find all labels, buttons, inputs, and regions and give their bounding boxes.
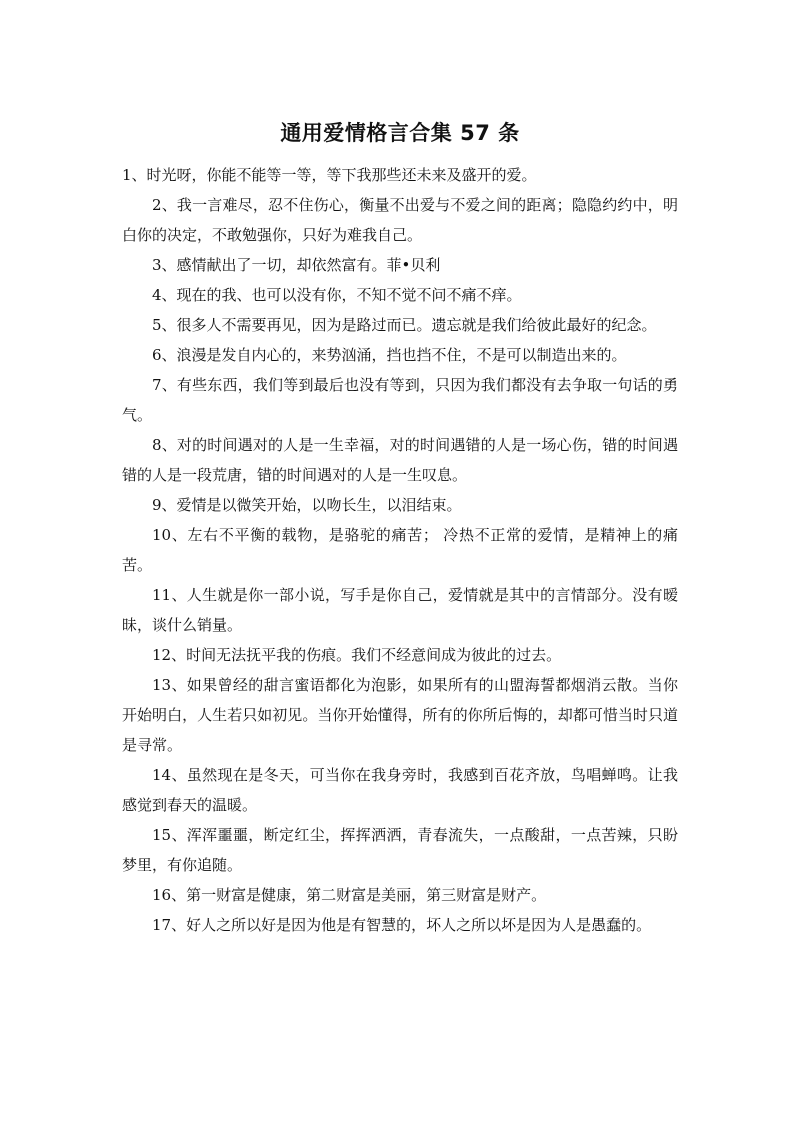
document-title: 通用爱情格言合集 57 条 xyxy=(280,121,520,145)
paragraph: 14、虽然现在是冬天，可当你在我身旁时，我感到百花齐放，鸟唱蝉鸣。让我感觉到春天的温暖。 xyxy=(122,766,678,814)
paragraph: 6、浪漫是发自内心的，来势汹涌，挡也挡不住，不是可以制造出来的。 xyxy=(152,346,627,364)
paragraph: 10、左右不平衡的载物，是骆驼的痛苦； 冷热不正常的爱情，是精神上的痛苦。 xyxy=(122,526,678,574)
paragraph: 12、时间无法抚平我的伤痕。我们不经意间成为彼此的过去。 xyxy=(152,646,562,664)
paragraph: 4、现在的我、也可以没有你，不知不觉不问不痛不痒。 xyxy=(152,286,522,304)
paragraph: 13、如果曾经的甜言蜜语都化为泡影，如果所有的山盟海誓都烟消云散。当你开始明白，人生若只如初见。当你开始懂得，所有的你所后悔的，却都可惜当时只道是寻常。 xyxy=(122,676,678,754)
document-body xyxy=(122,160,678,940)
paragraph: 7、有些东西，我们等到最后也没有等到，只因为我们都没有去争取一句话的勇气。 xyxy=(122,376,678,424)
paragraph: 17、好人之所以好是因为他是有智慧的，坏人之所以坏是因为人是愚蠢的。 xyxy=(152,916,652,934)
paragraph: 16、第一财富是健康，第二财富是美丽，第三财富是财产。 xyxy=(152,886,547,904)
paragraph: 8、对的时间遇对的人是一生幸福，对的时间遇错的人是一场心伤，错的时间遇错的人是一段荒唐，错的时间遇对的人是一生叹息。 xyxy=(122,436,678,484)
paragraph: 9、爱情是以微笑开始，以吻长生，以泪结束。 xyxy=(152,496,462,514)
paragraph: 3、感情献出了一切，却依然富有。菲•贝利 xyxy=(152,256,441,274)
paragraph: 5、很多人不需要再见，因为是路过而已。遗忘就是我们给彼此最好的纪念。 xyxy=(152,316,657,334)
paragraph: 11、人生就是你一部小说，写手是你自己，爱情就是其中的言情部分。没有暧昧，谈什么销量。 xyxy=(122,586,678,634)
paragraph: 2、我一言难尽，忍不住伤心，衡量不出爱与不爱之间的距离；隐隐约约中，明白你的决定，不敢勉强你，只好为难我自己。 xyxy=(122,196,678,244)
paragraph: 15、浑浑噩噩，断定红尘，挥挥洒洒，青春流失，一点酸甜，一点苦辣，只盼梦里，有你追随。 xyxy=(122,826,678,874)
paragraph: 1、时光呀，你能不能等一等，等下我那些还未来及盛开的爱。 xyxy=(122,166,537,184)
